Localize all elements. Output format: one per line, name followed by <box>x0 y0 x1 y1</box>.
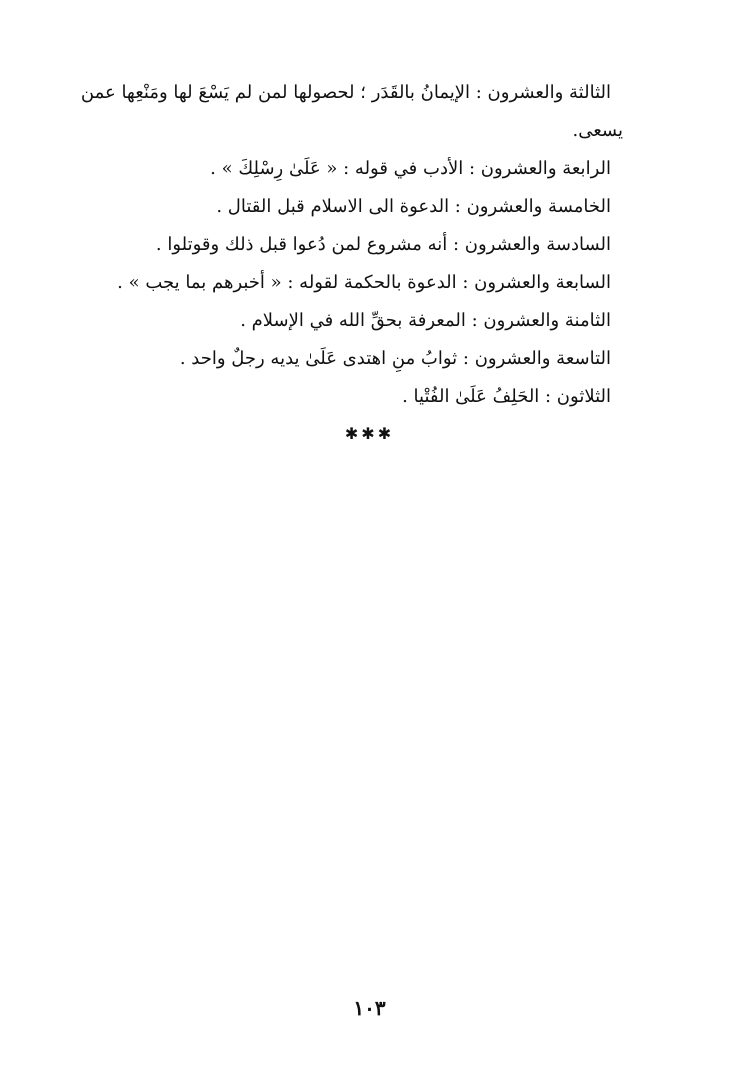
text-body <box>70 74 623 416</box>
paragraph-25: الخامسة والعشرون : الدعوة الى الاسلام قبل القتال . <box>216 196 611 217</box>
paragraph-23-line-2: يسعى. <box>572 120 623 141</box>
paragraph-28: الثامنة والعشرون : المعرفة بحقِّ الله في الإسلام . <box>240 310 611 331</box>
paragraph-23-line-1: الثالثة والعشرون : الإيمانُ بالقَدَر ؛ لحصولها لمن لم يَسْعَ لها ومَنْعِها عمن <box>80 82 611 103</box>
paragraph-23 <box>70 74 623 150</box>
paragraph-30: الثلاثون : الحَلِفُ عَلَىٰ الفُتْيا . <box>402 386 611 407</box>
section-separator: ✱✱✱ <box>344 424 395 443</box>
paragraph-29: التاسعة والعشرون : ثوابُ منِ اهتدى عَلَىٰ يديه رجلٌ واحد . <box>179 348 611 369</box>
paragraph-26: السادسة والعشرون : أنه مشروع لمن دُعوا قبل ذلك وقوتلوا . <box>155 234 611 255</box>
paragraph-24: الرابعة والعشرون : الأدب في قوله : « عَلَىٰ رِسْلِكَ » . <box>210 158 611 179</box>
page-number: ١٠٣ <box>353 996 386 1020</box>
paragraph-27: السابعة والعشرون : الدعوة بالحكمة لقوله : « أخبرهم بما يجب » . <box>117 272 611 293</box>
